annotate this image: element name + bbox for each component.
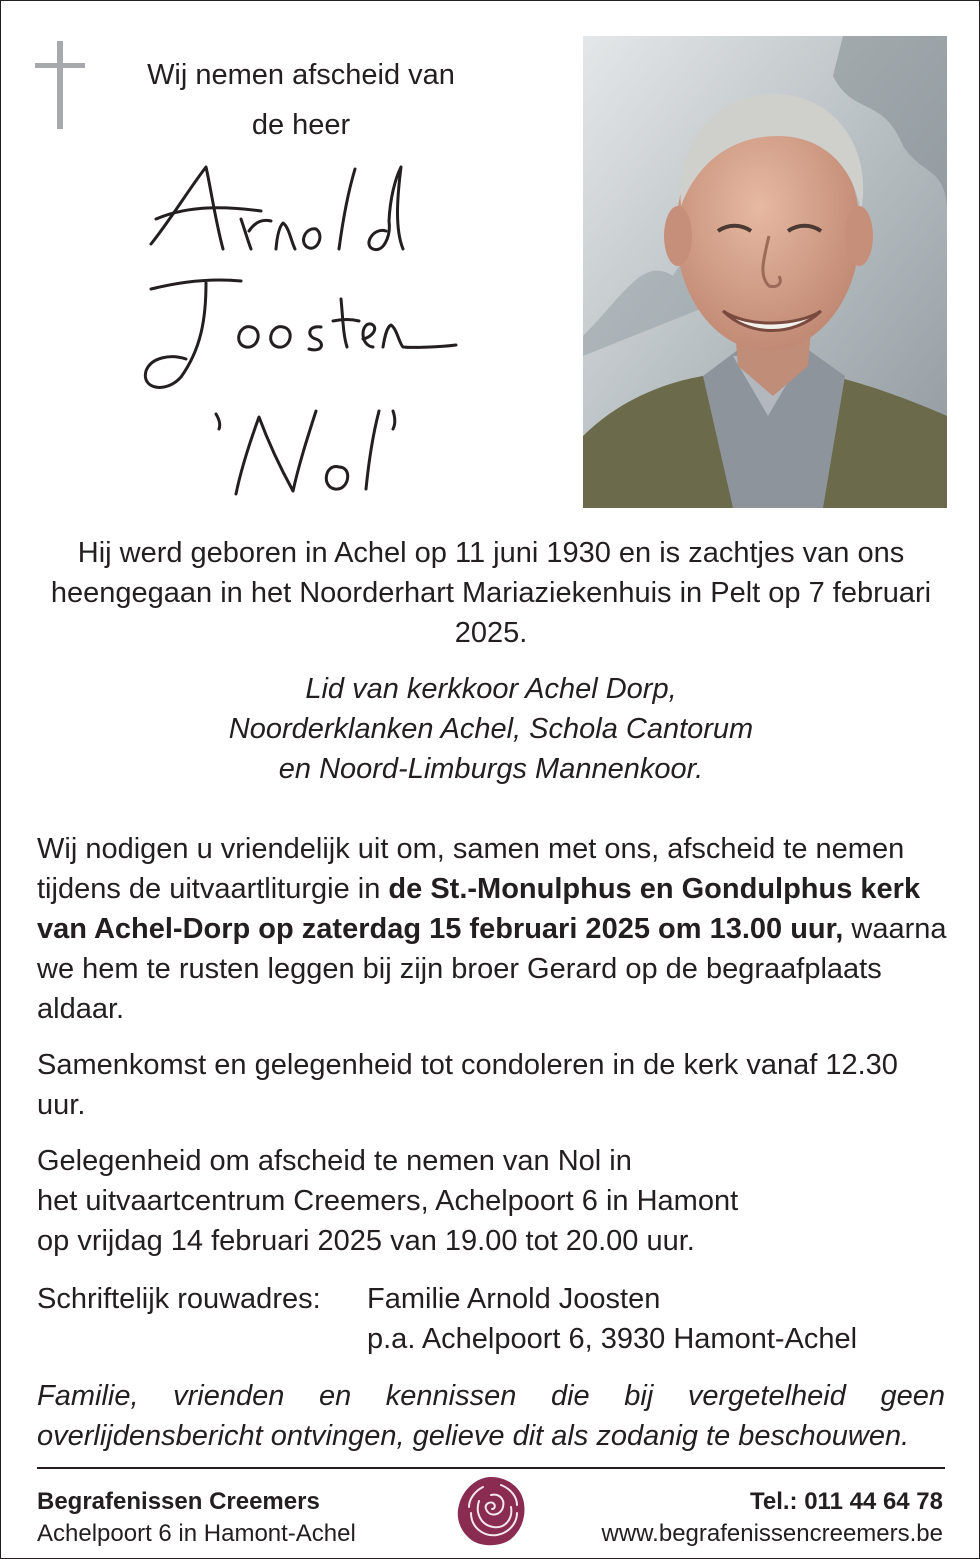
funeral-home-contact xyxy=(602,1486,944,1550)
address-street: p.a. Achelpoort 6, 3930 Hamont-Achel xyxy=(367,1323,858,1355)
membership-text xyxy=(31,669,951,789)
footer-divider xyxy=(37,1467,945,1469)
cross-icon xyxy=(31,39,87,131)
funeral-home-address: Achelpoort 6 in Hamont-Achel xyxy=(37,1520,356,1547)
notice-text: Familie, vrienden en kennissen die bij vergetelheid geen overlijdensbericht ontvingen, gelieve dit als zodanig te beschouwen. xyxy=(37,1380,945,1452)
membership-line-3: en Noord-Limburgs Mannenkoor. xyxy=(278,753,704,785)
birth-death-text: Hij werd geboren in Achel op 11 juni 1930 en is zachtjes van ons heengegaan in het Noorderhart Mariaziekenhuis in Pelt op 7 februari 2025. xyxy=(50,537,932,649)
funeral-invitation xyxy=(37,829,947,1029)
membership-line-2: Noorderklanken Achel, Schola Cantorum xyxy=(228,713,754,745)
viewing-line-2: het uitvaartcentrum Creemers, Achelpoort 6 in Hamont xyxy=(37,1185,739,1217)
intro-line-2: de heer xyxy=(251,109,351,141)
invitation-outro: waarna we hem te rusten leggen bij zijn broer Gerard op de begraafplaats aldaar. xyxy=(37,913,947,1025)
invitation-location-date: de St.-Monulphus en Gondulphus kerk van Achel-Dorp op zaterdag 15 februari 2025 om 13.00 uur, xyxy=(37,873,921,945)
membership-line-1: Lid van kerkkoor Achel Dorp, xyxy=(305,673,677,705)
viewing-line-1: Gelegenheid om afscheid te nemen van Nol in xyxy=(37,1145,632,1177)
website-link[interactable]: www.begrafenissencreemers.be xyxy=(601,1520,943,1547)
portrait-photo xyxy=(583,36,947,508)
handwritten-name xyxy=(111,149,461,509)
funeral-home-info xyxy=(37,1486,356,1550)
phone-number: Tel.: 011 44 64 78 xyxy=(749,1488,943,1515)
viewing-line-3: op vrijdag 14 februari 2025 van 19.00 tot 20.00 uur. xyxy=(37,1225,695,1257)
viewing-info xyxy=(37,1141,947,1261)
invitation-intro: Wij nodigen u vriendelijk uit om, samen met ons, afscheid te nemen tijdens de uitvaartliturgie in xyxy=(37,833,905,905)
condolence-gathering-text: Samenkomst en gelegenheid tot condoleren in de kerk vanaf 12.30 uur. xyxy=(37,1049,898,1121)
address-label: Schriftelijk rouwadres: xyxy=(37,1283,321,1315)
intro-line-1: Wij nemen afscheid van xyxy=(147,59,455,91)
address-name: Familie Arnold Joosten xyxy=(367,1283,661,1315)
rose-logo-icon xyxy=(453,1473,529,1549)
funeral-home-name: Begrafenissen Creemers xyxy=(37,1488,320,1515)
